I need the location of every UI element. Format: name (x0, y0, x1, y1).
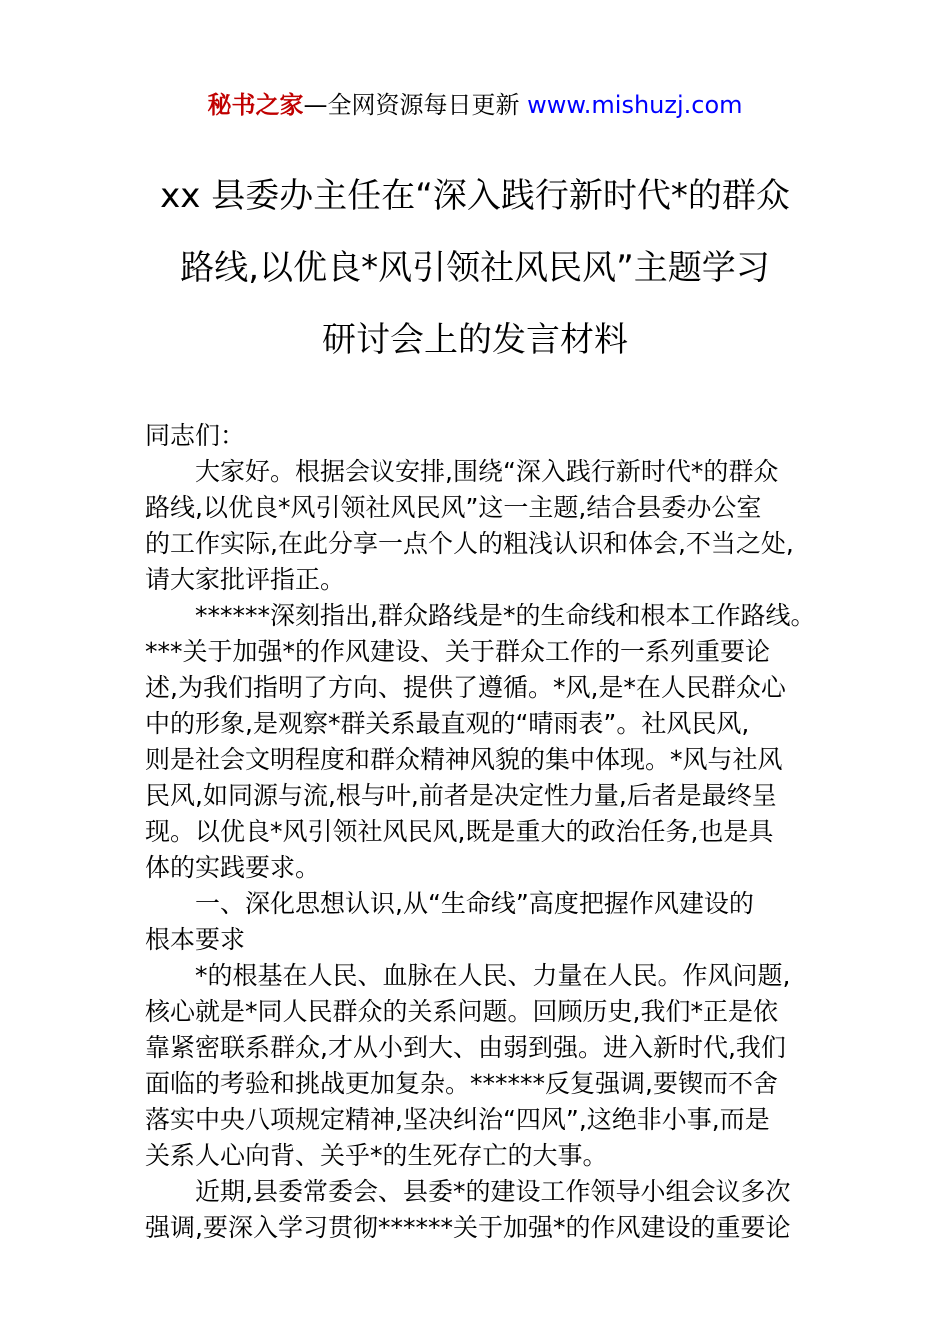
site-header (0, 88, 950, 122)
paragraph-line: 述,为我们指明了方向、提供了遵循。*风,是*在人民群众心 (145, 673, 786, 702)
paragraph-line: ******深刻指出,群众路线是*的生命线和根本工作路线。 (195, 601, 816, 630)
site-link[interactable]: www.mishuzj.com (527, 91, 743, 119)
paragraph-line: 民风,如同源与流,根与叶,前者是决定性力量,后者是最终呈 (145, 781, 777, 810)
site-brand: 秘书之家 (207, 91, 304, 119)
paragraph-line: 落实中央八项规定精神,坚决纠治“四风”,这绝非小事,而是 (145, 1105, 770, 1134)
paragraph-line: 则是社会文明程度和群众精神风貌的集中体现。*风与社风 (145, 745, 783, 774)
paragraph-line: 面临的考验和挑战更加复杂。******反复强调,要锲而不舍 (145, 1069, 778, 1098)
document-title (100, 160, 850, 376)
paragraph-line: ***关于加强*的作风建设、关于群众工作的一系列重要论 (145, 637, 771, 666)
title-line: 研讨会上的发言材料 (322, 320, 628, 360)
salutation: 同志们： (145, 421, 246, 450)
paragraph-line: 核心就是*同人民群众的关系问题。回顾历史,我们*正是依 (145, 997, 778, 1026)
document-body (145, 418, 816, 1246)
paragraph-line: 体的实践要求。 (145, 853, 321, 882)
section-heading-line: 根本要求 (145, 925, 246, 954)
paragraph-line: 靠紧密联系群众,才从小到大、由弱到强。进入新时代,我们 (145, 1033, 786, 1062)
paragraph-line: 关系人心向背、关乎*的生死存亡的大事。 (145, 1141, 608, 1170)
paragraph-line: 中的形象,是观察*群关系最直观的“晴雨表”。社风民风, (145, 709, 750, 738)
paragraph-line: 的工作实际,在此分享一点个人的粗浅认识和体会,不当之处, (145, 529, 794, 558)
paragraph-line: *的根基在人民、血脉在人民、力量在人民。作风问题, (195, 961, 791, 990)
paragraph-line: 请大家批评指正。 (145, 565, 346, 594)
title-line: 路线,以优良*风引领社风民风”主题学习 (180, 248, 770, 288)
paragraph-line: 强调,要深入学习贯彻******关于加强*的作风建设的重要论 (145, 1213, 791, 1242)
paragraph-line: 近期,县委常委会、县委*的建设工作领导小组会议多次 (195, 1177, 791, 1206)
title-line: xx 县委办主任在“深入践行新时代*的群众 (160, 176, 790, 216)
paragraph-line: 现。以优良*风引领社风民风,既是重大的政治任务,也是具 (145, 817, 774, 846)
site-tagline: —全网资源每日更新 (303, 91, 520, 119)
paragraph-line: 路线,以优良*风引领社风民风”这一主题,结合县委办公室 (145, 493, 762, 522)
section-heading-line: 一、深化思想认识,从“生命线”高度把握作风建设的 (195, 889, 754, 918)
paragraph-line: 大家好。根据会议安排,围绕“深入践行新时代*的群众 (195, 457, 779, 486)
